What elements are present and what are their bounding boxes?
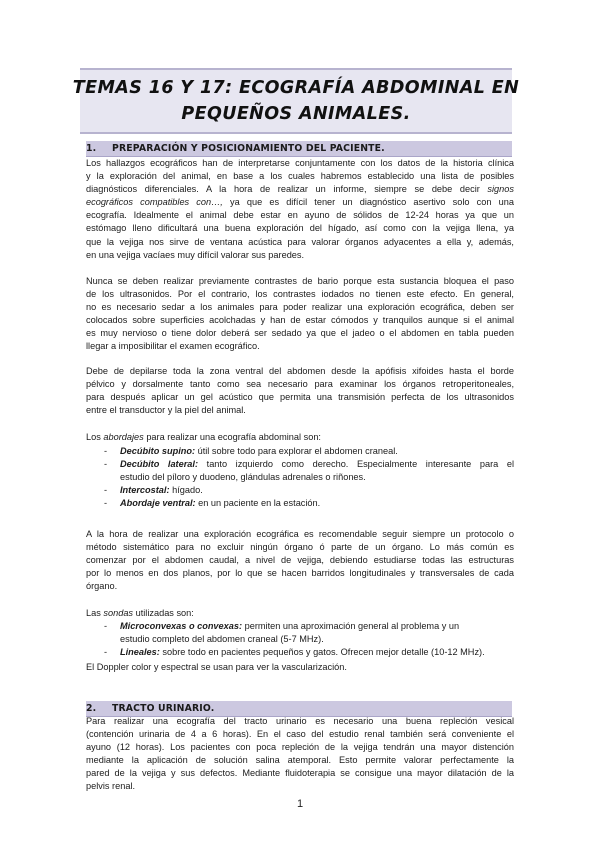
text-line: en una vejiga vacíaes muy difícil valorar sus paredes. (86, 249, 305, 260)
list-text-continued: estudio del píloro y duodeno, glándulas adrenales o riñones. (120, 472, 366, 483)
text-line: (contención urinaria de 4 a 6 horas). En el caso del estudio renal también será conveniente el (86, 729, 514, 740)
list-item (86, 646, 514, 659)
text-segment: utilizadas son: (135, 608, 194, 618)
document-title-line-2: PEQUEÑOS ANIMALES. (181, 104, 411, 124)
bullet-dash: - (104, 446, 108, 456)
list-term: Decúbito supino: (120, 446, 196, 456)
text-line: pélvico y dorsalmente tanto como sea necesario para examinar los órganos retroperitoneales, (86, 379, 514, 390)
text-line: es muy nervioso o tiene dolor deberá ser sedado ya que el jadeo o el abdomen en tabla pueden (86, 328, 514, 339)
section-2-title: TRACTO URINARIO. (112, 703, 215, 714)
text-segment: diagnósticos diferenciales. A la hora de realizar un informe, siempre se debe decir (86, 184, 480, 195)
list-term: Intercostal: (120, 485, 170, 496)
text-line: y la exploración del animal, en base a los cuales habremos establecido una lista de posibles (86, 171, 514, 182)
list-text: permiten una aproximación general al problema y un (244, 621, 460, 631)
text-segment-italic: abordajes (103, 432, 144, 442)
text-line: método sistemático para no excluir ningún órgano ó parte de un órgano. Lo más común es (86, 542, 514, 553)
text-line: mediante la aplicación de solución salina atemporal. Esto permite valorar perfectamente la (86, 755, 514, 766)
list-text-continued: estudio completo del abdomen craneal (5-7 MHz). (120, 634, 324, 645)
bullet-dash: - (104, 621, 108, 631)
section-1-paragraph-3 (86, 365, 514, 417)
list-text: hígado. (172, 485, 203, 496)
text-segment: Las (86, 608, 101, 618)
text-line: para después aplicar un gel acústico que permita una transmisión perfecta de los ultrasonidos (86, 392, 514, 403)
list-text: tanto izquierdo como derecho. Especialmente interesante para el (206, 459, 514, 470)
text-segment-italic: ecográficos compatibles con…, (86, 197, 223, 208)
text-line: ecografía. Idealmente el animal debe estar en ayuno de sólidos de 12-24 horas ya que un (86, 210, 514, 221)
text-line: comenzar por el abdomen caudal, a nivel de vejiga, debiendo estudiarse todas las estructuras (86, 555, 514, 566)
text-segment: Los (86, 432, 101, 442)
text-line: que la vejiga nos sirve de ventana acústica para valorar órganos adyacentes a ella y, además, (86, 236, 514, 247)
list-text: útil sobre todo para explorar el abdomen craneal. (197, 446, 398, 456)
section-1-paragraph-4 (86, 528, 514, 593)
text-line: Debe de depilarse toda la zona ventral del abdomen desde la apófisis xifoides hasta el borde (86, 366, 514, 376)
sondas-list (86, 620, 514, 659)
text-line (86, 183, 514, 196)
text-line: Los hallazgos ecográficos han de interpretarse conjuntamente con los datos de la historia clínica (86, 158, 514, 168)
text-line: ayuno (12 horas). Los pacientes con poca repleción de la vejiga tendrán una mayor distención (86, 742, 514, 753)
text-segment: para realizar una ecografía abdominal son: (146, 432, 321, 442)
text-line: colocados sobre superficies acolchadas y han de estar cómodos y tranquilos aunque si el animal (86, 315, 514, 326)
text-line: no es necesario sedar a los animales para poder realizar una exploración ecográfica, deben ser (86, 302, 514, 313)
document-title-box (72, 68, 520, 134)
section-2-number: 2. (86, 703, 97, 714)
text-line: llegar a imposibilitar el examen ecográfico. (86, 341, 260, 352)
doppler-note (86, 661, 514, 674)
text-line: entre el transductor y la piel del animal. (86, 405, 246, 416)
document-title-line-1: TEMAS 16 Y 17: ECOGRAFÍA ABDOMINAL EN (72, 78, 520, 98)
text-line: órgano. (86, 581, 118, 592)
text-line: de los ultrasonidos. Por el contrario, los contrastes iodados no tienen este efecto. En general, (86, 289, 514, 300)
bullet-dash: - (104, 647, 108, 658)
sondas-intro (86, 607, 514, 620)
list-item (86, 458, 514, 484)
list-term: Decúbito lateral: (120, 459, 199, 470)
list-term: Lineales: (120, 647, 160, 658)
text-line: por lo menos en dos planos, por lo que se hacen barridos longitudinales y transversales de cada (86, 568, 514, 579)
abordajes-intro (86, 431, 514, 444)
bullet-dash: - (104, 485, 108, 496)
abordajes-list (86, 445, 514, 510)
section-1-paragraph-2 (86, 275, 514, 354)
text-line (86, 431, 514, 444)
text-line: Para realizar una ecografía del tracto urinario es necesario una buena repleción vesical (86, 716, 514, 726)
list-item (86, 497, 514, 510)
list-text: en un paciente en la estación. (198, 498, 321, 509)
text-segment: ya que es difícil tener un diagnóstico asertivo solo con una (230, 197, 514, 208)
section-1-paragraph-1 (86, 157, 514, 262)
page-number: 1 (296, 798, 304, 810)
list-item (86, 445, 514, 458)
list-term: Microconvexas o convexas: (120, 621, 243, 631)
text-line: pared de la vejiga y sus defectos. Mediante fluidoterapia se consigue una mayor dilatación de la (86, 768, 514, 779)
section-1-title: PREPARACIÓN Y POSICIONAMIENTO DEL PACIENTE. (112, 143, 385, 154)
list-item (86, 620, 514, 646)
text-segment-italic: sondas (103, 608, 134, 618)
text-line: A la hora de realizar una exploración ecográfica es recomendable seguir siempre un protocolo o (86, 529, 514, 539)
list-text: sobre todo en pacientes pequeños y gatos. Ofrecen mejor detalle (10-12 MHz). (162, 647, 485, 658)
bullet-dash: - (104, 498, 108, 509)
section-2-paragraph-1 (86, 715, 514, 794)
text-line (86, 196, 514, 209)
section-1-number: 1. (86, 143, 97, 154)
list-term: Abordaje ventral: (120, 498, 196, 509)
bullet-dash: - (104, 459, 108, 470)
text-segment-italic: signos (487, 184, 514, 195)
text-line: estómago lleno dificultará una buena exploración del hígado, así como con la vejiga llena, ya (86, 223, 514, 234)
text-line (86, 607, 514, 620)
list-item (86, 484, 514, 497)
text-line: Nunca se deben realizar previamente contrastes de bario porque esta sustancia bloquea el paso (86, 276, 514, 286)
text-line: pelvis renal. (86, 781, 136, 792)
section-1-heading (86, 141, 512, 157)
text-line: El Doppler color y espectral se usan para ver la vascularización. (86, 662, 347, 672)
